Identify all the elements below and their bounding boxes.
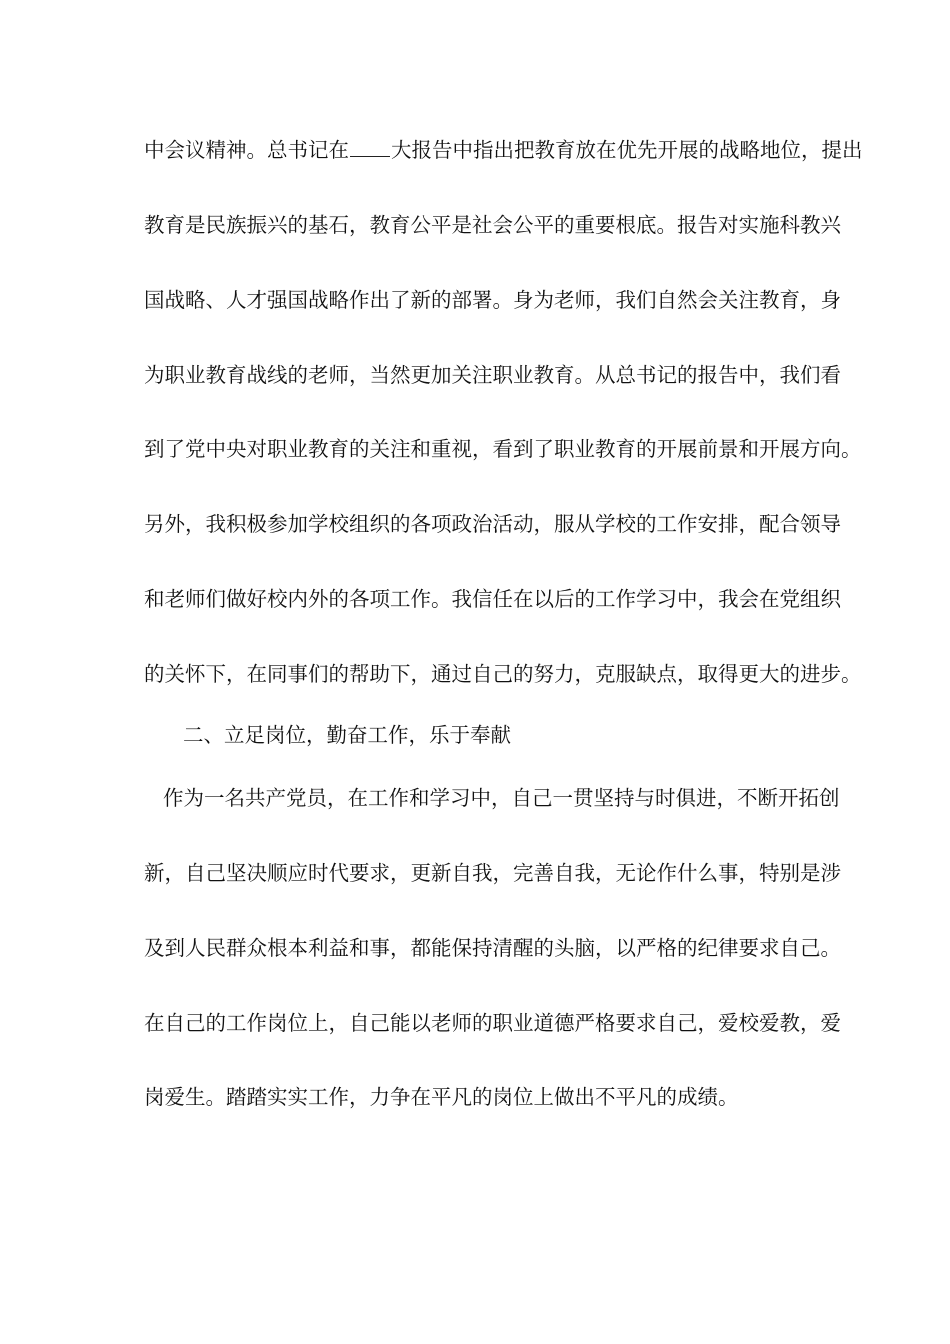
paragraph-line-4: 为职业教育战线的老师，当然更加关注职业教育。从总书记的报告中，我们看 (144, 363, 841, 387)
line-1-after-blank: 大报告中指出把教育放在优先开展的战略地位，提出 (391, 138, 863, 162)
paragraph-line-8: 的关怀下，在同事们的帮助下，通过自己的努力，克服缺点，取得更大的进步。 (144, 662, 862, 686)
paragraph-line-2: 教育是民族振兴的基石，教育公平是社会公平的重要根底。报告对实施科教兴 (144, 213, 841, 237)
paragraph-line-1 (144, 137, 863, 163)
paragraph-line-7: 和老师们做好校内外的各项工作。我信任在以后的工作学习中，我会在党组织 (144, 587, 841, 611)
fill-in-blank (350, 138, 390, 157)
paragraph-line-11: 新，自己坚决顺应时代要求，更新自我，完善自我，无论作什么事，特别是涉 (144, 861, 841, 885)
paragraph-line-5: 到了党中央对职业教育的关注和重视，看到了职业教育的开展前景和开展方向。 (144, 437, 862, 461)
line-1-before-blank: 中会议精神。总书记在 (144, 138, 349, 162)
paragraph-line-3: 国战略、人才强国战略作出了新的部署。身为老师，我们自然会关注教育，身 (144, 288, 841, 312)
section-heading: 二、立足岗位，勤奋工作，乐于奉献 (183, 723, 511, 747)
paragraph-line-12: 及到人民群众根本利益和事，都能保持清醒的头脑，以严格的纪律要求自己。 (144, 936, 841, 960)
paragraph-line-10: 作为一名共产党员，在工作和学习中，自己一贯坚持与时俱进，不断开拓创 (163, 786, 840, 810)
paragraph-line-14: 岗爱生。踏踏实实工作，力争在平凡的岗位上做出不平凡的成绩。 (144, 1085, 739, 1109)
paragraph-line-6: 另外，我积极参加学校组织的各项政治活动，服从学校的工作安排，配合领导 (144, 512, 841, 536)
paragraph-line-13: 在自己的工作岗位上，自己能以老师的职业道德严格要求自己，爱校爱教，爱 (144, 1011, 841, 1035)
